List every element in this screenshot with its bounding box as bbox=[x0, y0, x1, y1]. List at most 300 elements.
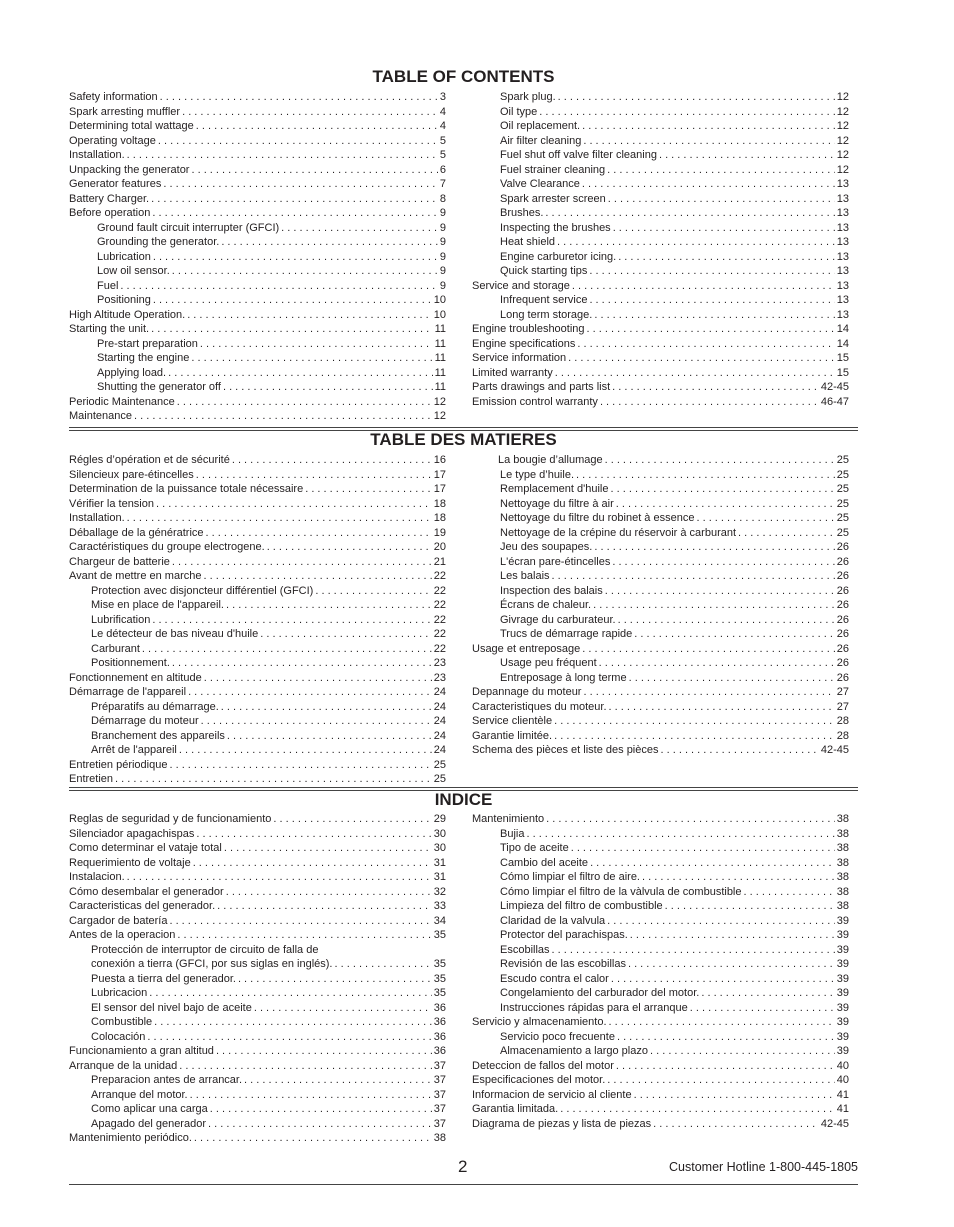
toc-entry-page: 31 bbox=[433, 856, 446, 869]
toc-entry bbox=[69, 584, 446, 599]
toc-entry-title: Usage et entreposage bbox=[472, 642, 581, 655]
toc-entry bbox=[472, 540, 849, 555]
toc-entry-page: 35 bbox=[433, 987, 446, 999]
toc-entry-title: Valve Clearance bbox=[500, 178, 580, 190]
toc-entry-title: Inspection des balais bbox=[500, 584, 603, 597]
toc-entry-title: Colocación bbox=[91, 1030, 146, 1043]
matieres-left-column bbox=[69, 453, 446, 787]
toc-entry-page: 38 bbox=[836, 856, 849, 869]
toc-entry-title: Oil type bbox=[500, 105, 538, 118]
toc-entry bbox=[69, 177, 446, 192]
toc-entry bbox=[69, 322, 446, 337]
toc-entry-page: 40 bbox=[836, 1074, 849, 1086]
dot-leader bbox=[168, 366, 432, 381]
dot-leader bbox=[127, 511, 432, 526]
dot-leader bbox=[238, 972, 432, 987]
toc-entry-page: 37 bbox=[433, 1088, 446, 1101]
toc-entry bbox=[69, 812, 446, 827]
toc-entry-title: Air filter cleaning bbox=[500, 134, 582, 147]
dot-leader bbox=[196, 119, 438, 134]
dot-leader bbox=[554, 729, 835, 744]
toc-entry bbox=[69, 119, 446, 134]
toc-entry-title: Branchement des appareils bbox=[91, 729, 225, 742]
toc-entry-page: 39 bbox=[836, 914, 849, 927]
toc-entry-page: 9 bbox=[439, 265, 446, 277]
toc-entry bbox=[472, 1102, 849, 1117]
toc-entry-page: 14 bbox=[836, 323, 849, 335]
toc-entry-title: Jeu des soupapes. bbox=[500, 541, 593, 553]
dot-leader bbox=[701, 986, 834, 1001]
toc-entry bbox=[472, 264, 849, 279]
dot-leader bbox=[120, 279, 437, 294]
toc-entry-page: 26 bbox=[836, 555, 849, 568]
toc-entry-title: Protector del parachispas. bbox=[500, 929, 628, 941]
toc-entry-title: Protección de interruptor de circuito de falla de bbox=[91, 943, 319, 956]
dot-leader bbox=[738, 526, 835, 541]
dot-leader bbox=[151, 192, 438, 207]
toc-entry bbox=[472, 885, 849, 900]
toc-entry bbox=[472, 899, 849, 914]
toc-entry-title: Fonctionnement en altitude bbox=[69, 671, 202, 684]
dot-leader bbox=[163, 177, 438, 192]
toc-entry-page: 16 bbox=[433, 454, 446, 466]
toc-entry-page: 18 bbox=[433, 497, 446, 510]
toc-entry-page: 9 bbox=[439, 236, 446, 248]
dot-leader bbox=[571, 841, 835, 856]
toc-entry-title: Entretien bbox=[69, 773, 114, 785]
toc-entry-page: 5 bbox=[439, 149, 446, 161]
toc-entry-title: Mise en place de l'appareil. bbox=[91, 599, 224, 611]
toc-entry bbox=[69, 627, 446, 642]
toc-entry-title: Maintenance bbox=[69, 410, 132, 422]
toc-entry bbox=[472, 729, 849, 744]
toc-entry-title: Applying load. bbox=[97, 366, 167, 379]
toc-entry bbox=[472, 511, 849, 526]
dot-leader bbox=[583, 134, 834, 149]
toc-entry-page: 26 bbox=[836, 584, 849, 597]
toc-entry bbox=[69, 671, 446, 686]
toc-entry bbox=[472, 1117, 849, 1132]
dot-leader bbox=[149, 986, 431, 1001]
toc-entry-page: 15 bbox=[836, 366, 849, 379]
dot-leader bbox=[217, 899, 432, 914]
dot-leader bbox=[156, 497, 432, 512]
dot-leader bbox=[196, 468, 432, 483]
section-title-indice: INDICE bbox=[434, 790, 493, 809]
toc-entry-page: 25 bbox=[433, 758, 446, 771]
toc-entry-page: 39 bbox=[836, 987, 849, 999]
toc-entry-page: 7 bbox=[439, 178, 446, 190]
dot-leader bbox=[653, 1117, 819, 1132]
toc-entry-title: Mantenimiento periódico. bbox=[69, 1132, 192, 1144]
dot-leader bbox=[587, 322, 835, 337]
toc-entry-title: Lubrication bbox=[97, 250, 151, 263]
toc-entry bbox=[472, 555, 849, 570]
toc-entry bbox=[69, 613, 446, 628]
toc-entry-title: La bougie d’allumage bbox=[498, 454, 603, 466]
toc-entry-page: 21 bbox=[433, 555, 446, 568]
toc-entry bbox=[69, 497, 446, 512]
toc-entry bbox=[69, 943, 446, 958]
dot-leader bbox=[552, 569, 835, 584]
dot-leader bbox=[634, 627, 834, 642]
toc-entry-title: Spark arrester screen bbox=[500, 192, 606, 205]
toc-entry-page: 5 bbox=[439, 134, 446, 147]
dot-leader bbox=[201, 714, 432, 729]
toc-entry-page: 28 bbox=[836, 729, 849, 742]
toc-entry-title: High Altitude Operation. bbox=[69, 308, 186, 321]
dot-leader bbox=[690, 1001, 835, 1016]
toc-entry-page: 36 bbox=[433, 1001, 446, 1014]
dot-leader bbox=[179, 1059, 432, 1074]
toc-entry-page: 13 bbox=[836, 178, 849, 190]
dot-leader bbox=[629, 671, 835, 686]
toc-entry-page: 26 bbox=[836, 613, 849, 626]
toc-entry-page: 18 bbox=[433, 512, 446, 524]
toc-entry-page: 42-45 bbox=[820, 381, 849, 393]
toc-entry bbox=[472, 856, 849, 871]
toc-entry bbox=[472, 177, 849, 192]
toc-entry-title: Puesta a tierra del generador. bbox=[91, 972, 236, 985]
toc-entry-page: 40 bbox=[836, 1059, 849, 1072]
toc-entry bbox=[69, 337, 446, 352]
dot-leader bbox=[154, 1015, 432, 1030]
toc-entry-title: Carburant bbox=[91, 642, 140, 655]
toc-entry-title: Démarrage de l'appareil bbox=[69, 686, 187, 698]
toc-entry bbox=[472, 279, 849, 294]
toc-entry-title: Tipo de aceite bbox=[500, 842, 569, 854]
toc-entry-title: Grounding the generator. bbox=[97, 236, 220, 248]
dot-leader bbox=[607, 163, 835, 178]
toc-entry bbox=[69, 957, 446, 972]
toc-entry-title: Combustible bbox=[91, 1016, 153, 1028]
dot-leader bbox=[208, 1117, 432, 1132]
toc-entry-page: 12 bbox=[433, 395, 446, 408]
toc-entry bbox=[472, 656, 849, 671]
toc-entry-title: Fuel shut off valve filter cleaning bbox=[500, 149, 657, 161]
footer-rule bbox=[69, 1184, 858, 1185]
dot-leader bbox=[221, 235, 438, 250]
toc-entry-page: 41 bbox=[836, 1088, 849, 1101]
toc-entry-title: Antes de la operacion bbox=[69, 929, 176, 941]
toc-entry-page: 9 bbox=[439, 279, 446, 292]
dot-leader bbox=[582, 177, 835, 192]
dot-leader bbox=[151, 322, 432, 337]
toc-entry bbox=[472, 569, 849, 584]
toc-entry-title: Fuel strainer cleaning bbox=[500, 163, 606, 176]
toc-entry-page: 36 bbox=[433, 1045, 446, 1057]
dot-leader bbox=[244, 1073, 432, 1088]
toc-entry-title: Positioning bbox=[97, 294, 151, 306]
dot-leader bbox=[182, 105, 438, 120]
toc-entry bbox=[69, 899, 446, 914]
toc-entry bbox=[472, 526, 849, 541]
toc-entry-page: 24 bbox=[433, 744, 446, 756]
toc-entry bbox=[69, 453, 446, 468]
dot-leader bbox=[172, 656, 432, 671]
toc-entry-title: Unpacking the generator bbox=[69, 163, 190, 176]
toc-entry bbox=[472, 497, 849, 512]
toc-entry-page: 9 bbox=[439, 221, 446, 234]
toc-entry-title: Determining total wattage bbox=[69, 120, 194, 132]
toc-entry-page: 23 bbox=[433, 671, 446, 684]
indice-left-column bbox=[69, 812, 446, 1146]
toc-entry-page: 12 bbox=[836, 134, 849, 147]
dot-leader bbox=[617, 1030, 835, 1045]
toc-entry-page: 24 bbox=[433, 729, 446, 742]
toc-entry-title: Déballage de la génératrice bbox=[69, 526, 204, 539]
dot-leader bbox=[177, 395, 432, 410]
toc-entry-title: Nettoyage du filtre du robinet à essence bbox=[500, 512, 695, 524]
dot-leader bbox=[204, 671, 432, 686]
dot-leader bbox=[557, 235, 835, 250]
toc-entry-page: 33 bbox=[433, 900, 446, 912]
toc-entry bbox=[472, 1088, 849, 1103]
toc-entry bbox=[69, 192, 446, 207]
dot-leader bbox=[577, 337, 834, 352]
dot-leader bbox=[153, 293, 432, 308]
toc-entry-page: 26 bbox=[836, 628, 849, 640]
toc-entry-page: 17 bbox=[433, 468, 446, 481]
dot-leader bbox=[609, 1015, 835, 1030]
dot-leader bbox=[226, 598, 432, 613]
dot-leader bbox=[590, 856, 835, 871]
toc-entry-page: 38 bbox=[433, 1132, 446, 1144]
dot-leader bbox=[659, 148, 835, 163]
toc-entry-page: 39 bbox=[836, 929, 849, 941]
toc-entry-page: 19 bbox=[433, 526, 446, 539]
toc-entry-page: 25 bbox=[836, 454, 849, 466]
toc-entry bbox=[69, 714, 446, 729]
toc-entry-title: conexión a tierra (GFCI, por sus siglas en inglés). bbox=[91, 958, 333, 970]
toc-entry bbox=[69, 1044, 446, 1059]
dot-leader bbox=[594, 540, 834, 555]
toc-entry-title: Requerimiento de voltaje bbox=[69, 856, 191, 869]
toc-entry-title: Entreposage à long terme bbox=[500, 671, 627, 684]
dot-leader bbox=[273, 812, 431, 827]
toc-entry bbox=[472, 1073, 849, 1088]
toc-entry bbox=[472, 366, 849, 381]
toc-entry bbox=[69, 569, 446, 584]
toc-entry-title: Silenciador apagachispas bbox=[69, 827, 195, 840]
toc-entry-page: 37 bbox=[433, 1117, 446, 1130]
toc-entry-page: 4 bbox=[439, 120, 446, 132]
toc-entry-page: 36 bbox=[433, 1030, 446, 1043]
toc-entry-page: 29 bbox=[433, 813, 446, 825]
toc-entry-title: Trucs de démarrage rapide bbox=[500, 628, 633, 640]
toc-entry-page: 13 bbox=[836, 265, 849, 277]
dot-leader bbox=[618, 250, 835, 265]
toc-entry-page: 39 bbox=[836, 1045, 849, 1057]
toc-entry-title: Service and storage bbox=[472, 279, 570, 292]
toc-entry bbox=[472, 235, 849, 250]
toc-entry-title: Démarrage du moteur bbox=[91, 715, 199, 727]
toc-entry-title: Givrage du carburateur. bbox=[500, 613, 616, 626]
toc-entry-page: 23 bbox=[433, 657, 446, 669]
toc-entry-page: 30 bbox=[433, 827, 446, 840]
toc-entry-page: 22 bbox=[433, 628, 446, 640]
toc-entry-title: Caracteristiques du moteur. bbox=[472, 700, 607, 713]
dot-leader bbox=[127, 148, 438, 163]
toc-entry bbox=[69, 526, 446, 541]
dot-leader bbox=[193, 856, 432, 871]
toc-right-column bbox=[472, 90, 849, 409]
toc-entry bbox=[69, 841, 446, 856]
toc-entry bbox=[69, 1073, 446, 1088]
toc-entry bbox=[69, 235, 446, 250]
dot-leader bbox=[221, 700, 432, 715]
dot-leader bbox=[305, 482, 432, 497]
toc-entry bbox=[472, 163, 849, 178]
toc-entry bbox=[472, 943, 849, 958]
toc-entry-page: 41 bbox=[836, 1103, 849, 1115]
toc-entry-title: Cómo desembalar el generador bbox=[69, 885, 224, 898]
dot-leader bbox=[583, 685, 834, 700]
toc-entry-title: Funcionamiento a gran altitud bbox=[69, 1045, 214, 1057]
toc-entry bbox=[472, 841, 849, 856]
toc-entry-page: 25 bbox=[836, 468, 849, 481]
dot-leader bbox=[607, 1073, 834, 1088]
toc-entry-title: Parts drawings and parts list bbox=[472, 381, 611, 393]
dot-leader bbox=[661, 743, 819, 758]
toc-entry-title: Garantie limitée. bbox=[472, 729, 553, 742]
dot-leader bbox=[152, 613, 431, 628]
toc-entry bbox=[472, 380, 849, 395]
toc-entry bbox=[472, 468, 849, 483]
toc-entry-title: Bujia bbox=[500, 827, 525, 840]
dot-leader bbox=[545, 206, 834, 221]
toc-entry-title: Engine troubleshooting bbox=[472, 323, 585, 335]
dot-leader bbox=[196, 827, 431, 842]
toc-entry bbox=[472, 221, 849, 236]
toc-entry bbox=[69, 308, 446, 323]
toc-entry bbox=[472, 743, 849, 758]
toc-entry bbox=[69, 482, 446, 497]
toc-entry-page: 11 bbox=[434, 337, 446, 350]
dot-leader bbox=[599, 656, 835, 671]
toc-entry-page: 13 bbox=[836, 207, 849, 219]
toc-entry bbox=[472, 914, 849, 929]
toc-entry-title: Informacion de servicio al cliente bbox=[472, 1088, 632, 1101]
toc-entry-page: 22 bbox=[433, 599, 446, 611]
toc-entry bbox=[69, 986, 446, 1001]
toc-entry-title: Le type d’huile. bbox=[500, 468, 574, 481]
toc-entry bbox=[472, 827, 849, 842]
dot-leader bbox=[152, 206, 438, 221]
dot-leader bbox=[611, 482, 835, 497]
toc-entry-page: 11 bbox=[434, 366, 446, 379]
toc-entry-page: 22 bbox=[433, 570, 446, 582]
toc-entry bbox=[472, 192, 849, 207]
toc-entry bbox=[69, 134, 446, 149]
toc-entry-title: Cargador de batería bbox=[69, 914, 168, 927]
toc-entry-page: 26 bbox=[836, 671, 849, 684]
toc-entry-page: 25 bbox=[836, 483, 849, 495]
toc-entry-page: 38 bbox=[836, 900, 849, 912]
dot-leader bbox=[560, 1102, 835, 1117]
toc-entry-title: Inspecting the brushes bbox=[500, 221, 611, 234]
dot-leader bbox=[696, 511, 834, 526]
toc-entry bbox=[472, 148, 849, 163]
toc-entry-page: 12 bbox=[836, 105, 849, 118]
dot-leader bbox=[206, 526, 432, 541]
toc-entry-page: 13 bbox=[836, 308, 849, 321]
toc-entry-title: Écrans de chaleur. bbox=[500, 599, 592, 611]
toc-entry-title: Cómo limpiar el filtro de aire. bbox=[500, 871, 640, 883]
toc-entry-title: Congelamiento del carburador del motor. bbox=[500, 987, 700, 999]
toc-entry-title: Apagado del generador bbox=[91, 1117, 206, 1130]
toc-entry bbox=[472, 928, 849, 943]
dot-leader bbox=[576, 468, 835, 483]
dot-leader bbox=[555, 366, 835, 381]
toc-entry-title: Diagrama de piezas y lista de piezas bbox=[472, 1117, 652, 1130]
dot-leader bbox=[335, 957, 432, 972]
toc-entry-page: 24 bbox=[433, 715, 446, 727]
toc-entry-title: Limpieza del filtro de combustible bbox=[500, 900, 663, 912]
toc-entry-title: Les balais bbox=[500, 570, 550, 582]
toc-entry-title: Lubricacion bbox=[91, 987, 148, 999]
toc-entry-page: 13 bbox=[836, 279, 849, 292]
section-title-matieres: TABLE DES MATIERES bbox=[370, 430, 557, 449]
toc-entry-title: Arrêt de l'appareil bbox=[91, 744, 177, 756]
toc-entry-page: 22 bbox=[433, 613, 446, 626]
dot-leader bbox=[642, 870, 835, 885]
dot-leader bbox=[190, 1088, 432, 1103]
toc-entry bbox=[472, 700, 849, 715]
toc-entry-page: 12 bbox=[836, 163, 849, 176]
toc-entry bbox=[69, 1001, 446, 1016]
dot-leader bbox=[605, 584, 835, 599]
dot-leader bbox=[589, 293, 834, 308]
toc-entry-title: Arranque de la unidad bbox=[69, 1059, 178, 1072]
toc-entry-title: Safety information bbox=[69, 91, 158, 103]
toc-entry-page: 25 bbox=[836, 512, 849, 524]
toc-entry-title: Régles d’opération et de sécurité bbox=[69, 454, 230, 466]
toc-entry-title: Entretien périodique bbox=[69, 758, 168, 771]
toc-entry bbox=[472, 1015, 849, 1030]
dot-leader bbox=[611, 972, 835, 987]
toc-entry bbox=[472, 250, 849, 265]
dot-leader bbox=[191, 163, 437, 178]
toc-entry bbox=[69, 856, 446, 871]
toc-entry-title: Determination de la puissance totale nécessaire bbox=[69, 483, 304, 495]
toc-entry-title: Reglas de seguridad y de funcionamiento bbox=[69, 813, 272, 825]
toc-entry-title: Preparacion antes de arrancar. bbox=[91, 1074, 243, 1086]
toc-entry-title: Deteccion de fallos del motor bbox=[472, 1059, 614, 1072]
dot-leader bbox=[582, 119, 835, 134]
dot-leader bbox=[210, 1102, 432, 1117]
toc-entry-title: Positionnement. bbox=[91, 657, 170, 669]
toc-entry bbox=[69, 206, 446, 221]
toc-entry-page: 26 bbox=[836, 570, 849, 582]
toc-entry bbox=[472, 322, 849, 337]
toc-entry-title: Spark plug. bbox=[500, 91, 556, 103]
toc-entry-title: El sensor del nivel bajo de aceite bbox=[91, 1001, 252, 1014]
dot-leader bbox=[613, 221, 835, 236]
dot-leader bbox=[227, 729, 432, 744]
toc-entry-title: Servicio poco frecuente bbox=[500, 1030, 615, 1043]
toc-entry-page: 31 bbox=[433, 871, 446, 883]
toc-entry bbox=[69, 1088, 446, 1103]
toc-entry-title: Caracteristicas del generador. bbox=[69, 900, 216, 912]
toc-entry-page: 13 bbox=[836, 250, 849, 263]
toc-entry-title: Usage peu fréquent bbox=[500, 657, 597, 669]
dot-leader bbox=[224, 841, 432, 856]
toc-entry bbox=[69, 914, 446, 929]
toc-entry bbox=[69, 250, 446, 265]
dot-leader bbox=[134, 409, 432, 424]
toc-entry-title: Ground fault circuit interrupter (GFCI) bbox=[97, 221, 280, 234]
